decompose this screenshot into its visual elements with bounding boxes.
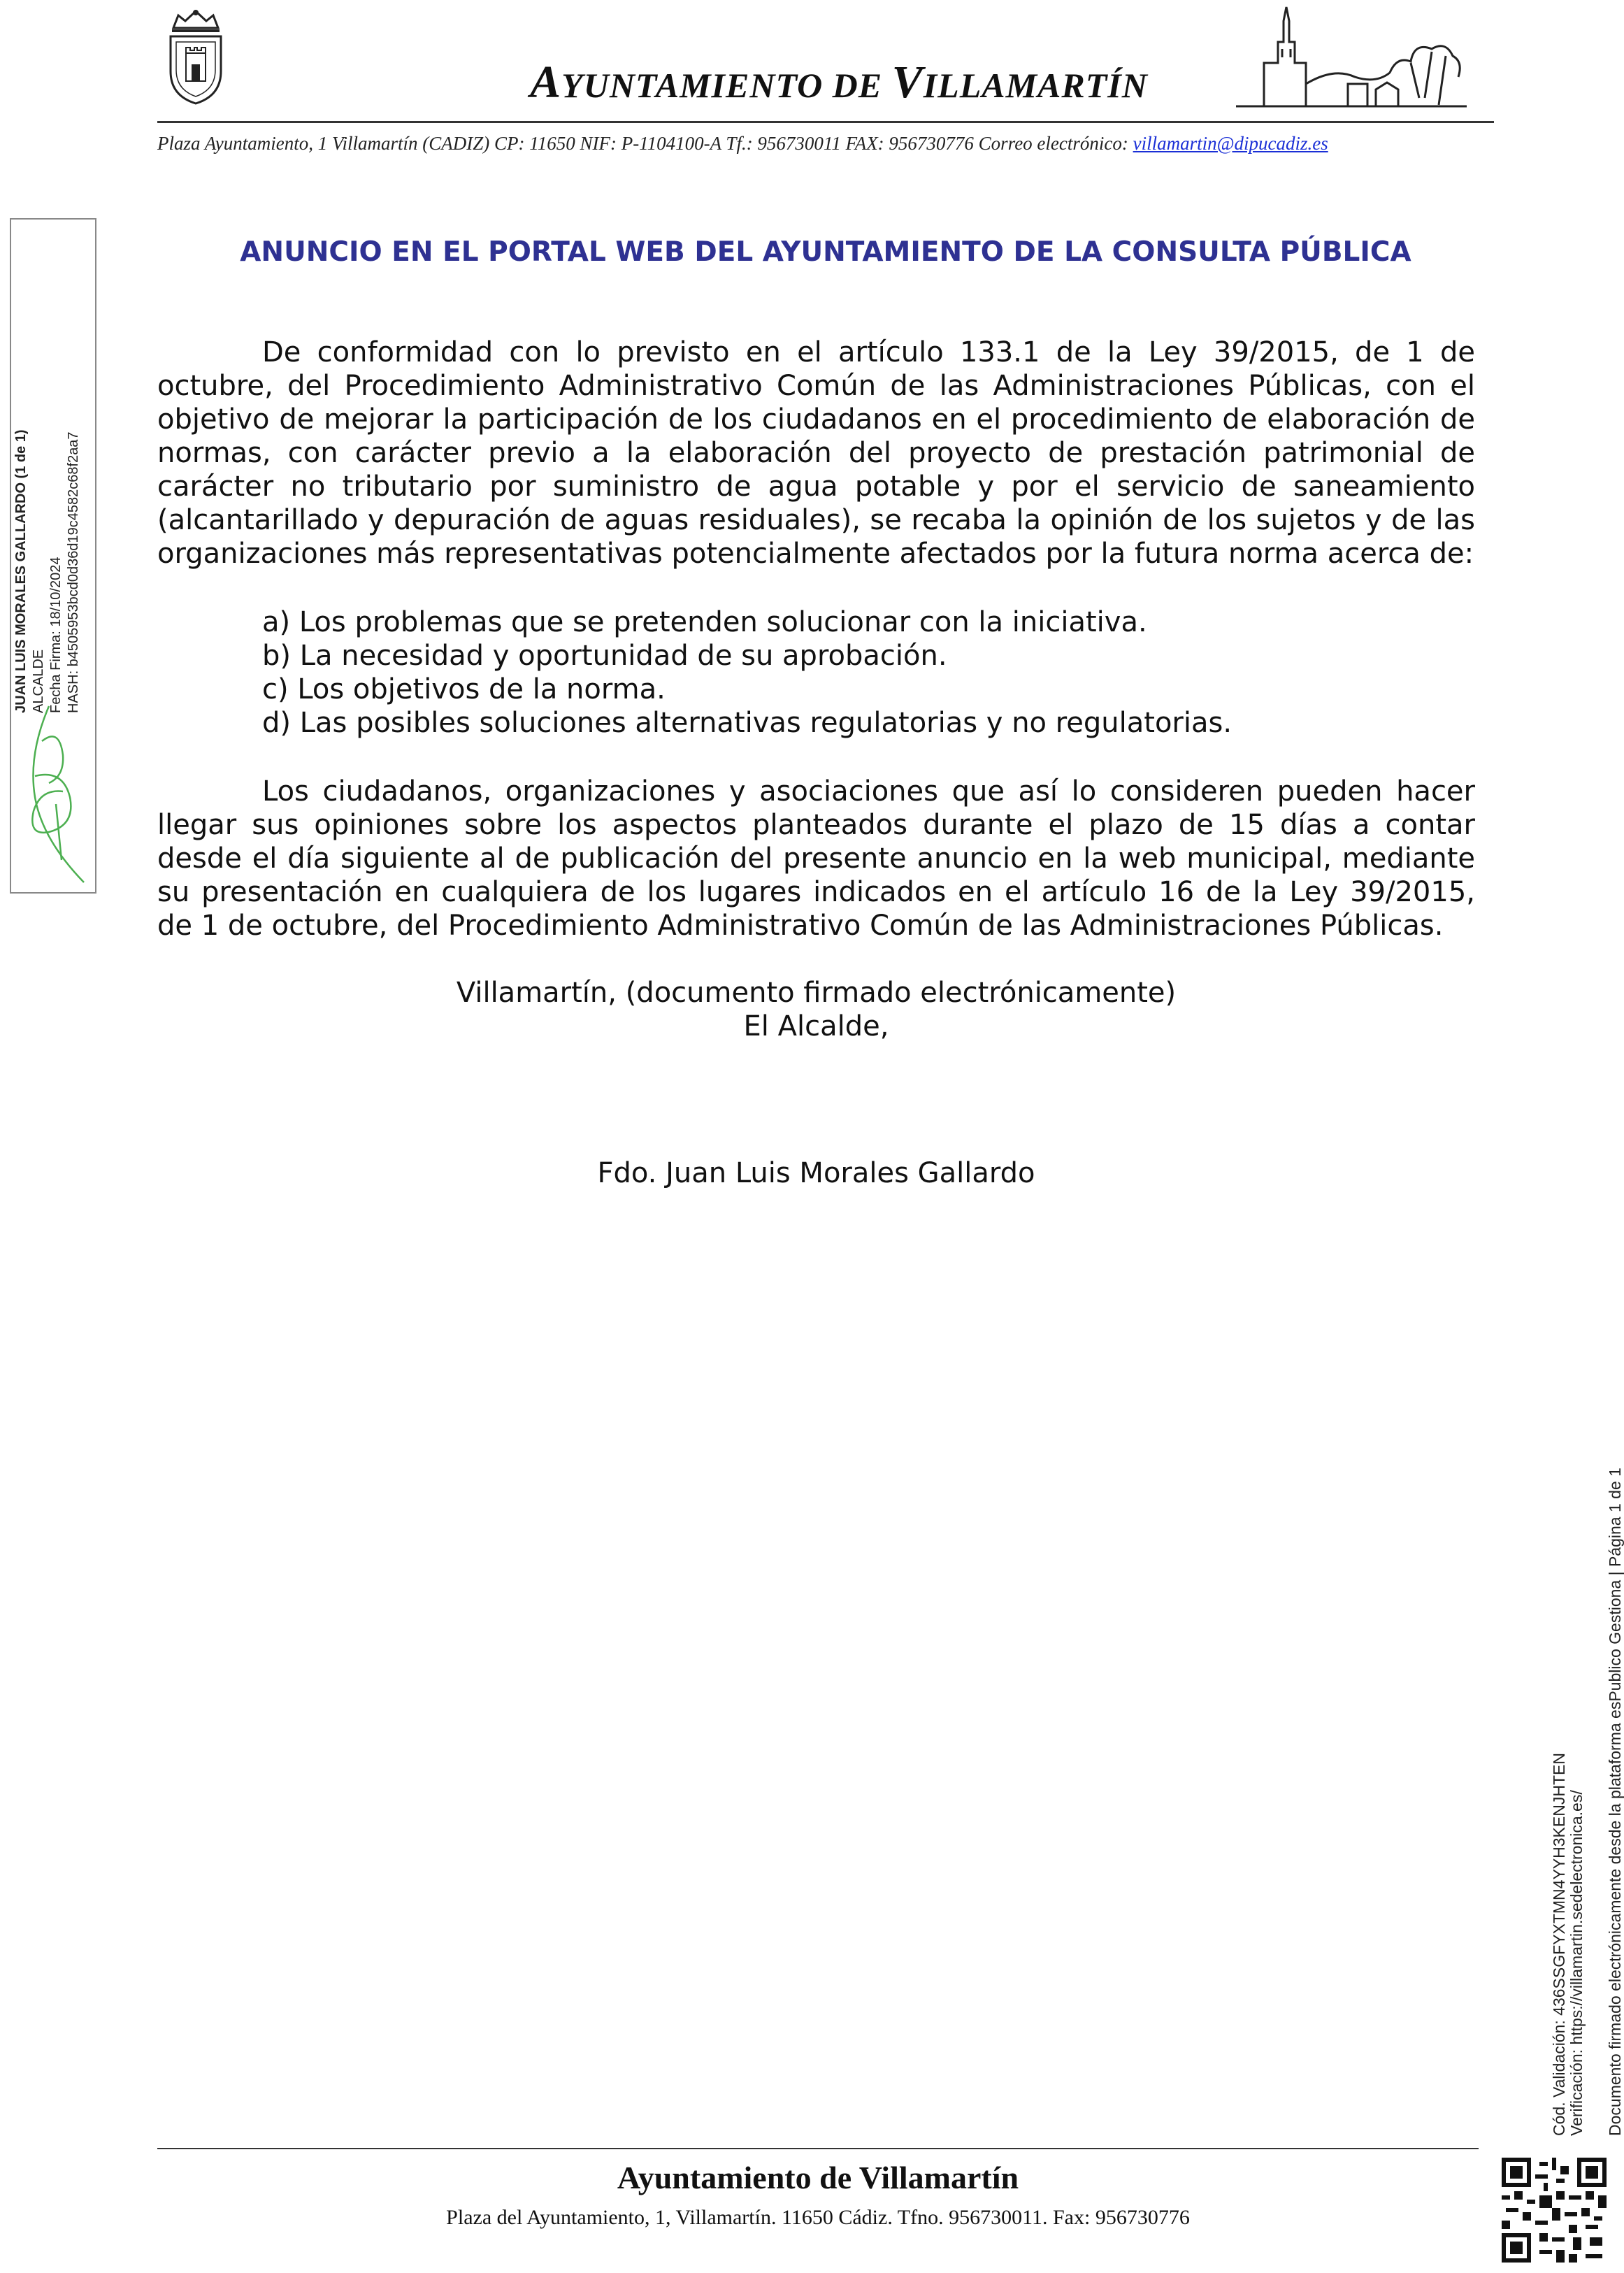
paragraph-2: Los ciudadanos, organizaciones y asociaciones que así lo consideren pueden hacer llegar sus opiniones sobre los aspectos planteados durante el plazo de 15 días a contar desde el día siguiente al de publicación del presente anuncio en la web municipal, mediante su presentación en cualquiera de los lugares indicados en el artículo 16 de la Ley 39/2015, de 1 de octubre, del Procedimiento Administrativo Común de las Administraciones Públicas. (157, 775, 1475, 942)
header-contact-text: Plaza Ayuntamiento, 1 Villamartín (CADIZ) CP: 11650 NIF: P-1104100-A Tf.: 956730011 FAX: 956730776 Correo electrónico: (157, 133, 1133, 154)
signature-hash: HASH: b4505953bcd0d36d19c4582c68f2aa7 (66, 431, 81, 713)
signer-role: ALCALDE (31, 649, 46, 713)
coat-of-arms-logo (161, 8, 231, 106)
qr-code (1502, 2158, 1607, 2263)
role-line: El Alcalde, (743, 1010, 889, 1042)
list-item: c) Los objetivos de la norma. (262, 673, 666, 705)
handwritten-signature (21, 699, 98, 888)
paragraph-1: De conformidad con lo previsto en el artículo 133.1 de la Ley 39/2015, de 1 de octubre, del Procedimiento Administrativo Común de las Administraciones Públicas, con el objetivo de mejorar la participación de los ciudadanos en el procedimiento de elaboración de normas, con carácter previo a la elaboración del proyecto de prestación patrimonial de carácter no tributario por suministro de agua potable y por el servicio de saneamiento (alcantarillado y depuración de aguas residuales), se recaba la opinión de los sujetos y de las organizaciones más representativas potencialmente afectados por la futura norma acerca de: (157, 336, 1475, 570)
header-title-part-2: ILLAMARTÍN (923, 66, 1148, 105)
header-title-part: YUNTAMIENTO DE (561, 66, 892, 105)
list-item: a) Los problemas que se pretenden solucionar con la iniciativa. (262, 606, 1147, 638)
footer-title: Ayuntamiento de Villamartín (617, 2160, 1019, 2195)
list-item: b) La necesidad y oportunidad de su aprobación. (262, 640, 947, 672)
validation-code: Cód. Validación: 436SSGFYXTMN4YYH3KENJHTEN (1550, 1753, 1568, 2136)
town-skyline-illustration (1236, 0, 1474, 112)
header-rule (157, 121, 1494, 123)
verification-text (1551, 1402, 1586, 2136)
place-line: Villamartín, (documento firmado electrónicamente) (456, 977, 1177, 1009)
header-title-initial-v: V (891, 57, 924, 108)
signature-stamp-text (13, 84, 82, 713)
topics-list (262, 605, 1475, 740)
footer-rule (157, 2148, 1479, 2149)
signature-date: Fecha Firma: 18/10/2024 (48, 557, 64, 713)
list-item: d) Las posibles soluciones alternativas regulatorias y no regulatorias. (262, 707, 1233, 739)
signature-block (157, 976, 1475, 1190)
document-title: ANUNCIO EN EL PORTAL WEB DEL AYUNTAMIENTO DE LA CONSULTA PÚBLICA (240, 236, 1411, 268)
platform-text: Documento firmado electrónicamente desde la plataforma esPublico Gestiona | Página 1 de 1 (1606, 1468, 1624, 2136)
document-body (157, 336, 1475, 1190)
header-contact-line (157, 133, 1494, 155)
signer-line: Fdo. Juan Luis Morales Gallardo (597, 1157, 1035, 1189)
email-link[interactable]: villamartin@dipucadiz.es (1133, 133, 1328, 154)
header-title (489, 56, 1188, 109)
footer-address: Plaza del Ayuntamiento, 1, Villamartín. 11650 Cádiz. Tfno. 956730011. Fax: 956730776 (446, 2206, 1190, 2229)
header-title-initial-a: A (530, 57, 562, 108)
verification-url: Verificación: https://villamartin.sedelectronica.es/ (1567, 1790, 1586, 2136)
signer-name: JUAN LUIS MORALES GALLARDO (1 de 1) (13, 429, 29, 713)
